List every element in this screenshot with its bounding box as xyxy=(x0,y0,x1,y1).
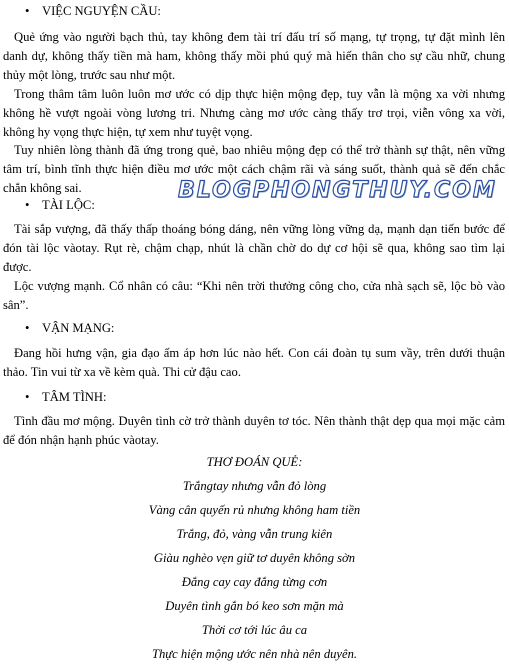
bullet-icon: • xyxy=(25,390,30,404)
section-heading-van-mang xyxy=(25,319,114,338)
poem-line: Giàu nghèo vẹn giữ tơ duyên không sờn xyxy=(153,551,356,565)
watermark-logo: BLOGPHONGTHUY.COM xyxy=(178,178,497,203)
poem-title: THƠ ĐOÁN QUẺ: xyxy=(206,455,303,469)
bullet-icon: • xyxy=(25,321,30,335)
section-heading-nguyen-cau xyxy=(25,2,161,21)
bullet-icon: • xyxy=(25,4,30,18)
paragraph: Lộc vượng mạnh. Cổ nhân có câu: “Khi nên trời thưởng công cho, cửa nhà sạch sẽ, lộc bò vào sân”. xyxy=(3,279,505,312)
paragraph: Tuy nhiên lòng thành đã ứng trong quẻ, bao nhiêu mộng đẹp có thể trở thành sự thật, nên vững tâm trí, bình tĩnh thực hiện điều mơ ước một cách chậm rãi và sáng suốt, thành quả sẽ đến chắc chắn không sai. xyxy=(3,143,505,195)
heading-text: TÂM TÌNH: xyxy=(42,390,107,404)
paragraph: Tài sắp vượng, đã thấy thấp thoáng bóng dáng, nên vững lòng vững dạ, mạnh dạn tiến bước để đón tài lộc vàotay. Rụt rè, chậm chạp, nhút là chần chờ do dự cơ hội sẽ qua, không sao tìm lại được. xyxy=(3,222,505,274)
paragraph: Trong thâm tâm luôn luôn mơ ước có dịp thực hiện mộng đẹp, tuy vẫn là mộng xa vời nhưng không hề vượt ngoài vòng lương tri. Nhưng càng mơ ước càng thấy trơ trọi, viễn vông xa vời, không hy vọng thực hiện, tự xem như tuyệt vọng. xyxy=(3,87,505,139)
poem-line: Duyên tình gắn bó keo sơn mặn mà xyxy=(165,599,344,613)
paragraph: Quẻ ứng vào người bạch thủ, tay không đem tài trí đấu trí số mạng, tự trọng, tự đặt mình lên danh dự, không thấy tiền mà ham, không thấy mồi phú quý mà hiến thân cho sự cầu nhữ, chung thủy một lòng, trước sau như một. xyxy=(3,30,505,82)
bullet-icon: • xyxy=(25,198,30,212)
heading-text: TÀI LỘC: xyxy=(42,198,95,212)
paragraph: Đang hồi hưng vận, gia đạo ấm áp hơn lúc nào hết. Con cái đoàn tụ sum vầy, trên dưới thuận thảo. Tin vui từ xa về kèm quà. Thi cử đậu cao. xyxy=(3,346,505,379)
section-heading-tai-loc xyxy=(25,196,95,215)
poem-line: Đắng cay cay đắng từng cơn xyxy=(181,575,328,589)
poem-line: Trắng, đỏ, vàng vẫn trung kiên xyxy=(176,527,333,541)
poem-line: Thời cơ tới lúc âu ca xyxy=(201,623,308,637)
poem-line: Thực hiện mộng ước nên nhà nên duyên. xyxy=(151,647,358,661)
poem-line: Vàng cân quyến rủ nhưng không ham tiền xyxy=(148,503,361,517)
poem-line: Trắngtay nhưng vẫn đỏ lòng xyxy=(182,479,327,493)
heading-text: VẬN MẠNG: xyxy=(42,321,115,335)
paragraph: Tình đầu mơ mộng. Duyên tình cờ trở thành duyên tơ tóc. Nên thành thật dẹp qua mọi mặc cảm để đón nhận hạnh phúc vàotay. xyxy=(3,414,505,447)
section-heading-tam-tinh xyxy=(25,388,106,407)
heading-text: VIỆC NGUYỆN CẦU: xyxy=(42,4,161,18)
